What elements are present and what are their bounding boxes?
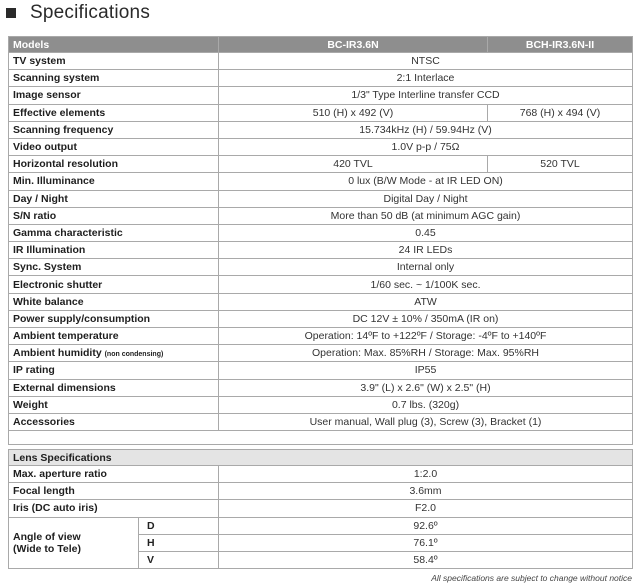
table-row (9, 293, 633, 310)
table-row (9, 483, 633, 500)
row-label-text: Ambient temperature (13, 330, 119, 343)
table-row (9, 379, 633, 396)
section-title (6, 0, 150, 26)
row-label-text: Gamma characteristic (13, 226, 123, 239)
row-label (9, 156, 219, 173)
row-label: Focal length (9, 483, 219, 500)
table-row (9, 310, 633, 327)
row-label (9, 293, 219, 310)
row-label (9, 362, 219, 379)
row-label-text: Sync. System (13, 261, 82, 274)
row-value-model-a: 420 TVL (219, 156, 488, 173)
table-row (9, 224, 633, 241)
table-row (9, 242, 633, 259)
row-label (9, 53, 219, 70)
row-label-note: (non condensing) (104, 351, 164, 359)
row-label-text: External dimensions (13, 381, 116, 394)
row-value-model-b: 768 (H) x 494 (V) (488, 104, 633, 121)
row-label (9, 310, 219, 327)
table-row (9, 466, 633, 483)
table-header-row (9, 37, 633, 53)
angle-d-value: 92.6º (219, 517, 633, 534)
row-label-text: Scanning frequency (13, 123, 114, 136)
row-value-model-a: 510 (H) x 492 (V) (219, 104, 488, 121)
row-value: 2:1 Interlace (219, 70, 633, 87)
row-label (9, 70, 219, 87)
row-value: 1/60 sec. ~ 1/100K sec. (219, 276, 633, 293)
row-label-text: IR Illumination (13, 244, 86, 257)
row-label-text: Scanning system (13, 72, 100, 85)
angle-v-value: 58.4º (219, 551, 633, 568)
table-row (9, 104, 633, 121)
table-row (9, 53, 633, 70)
row-value: 24 IR LEDs (219, 242, 633, 259)
row-label: Max. aperture ratio (9, 466, 219, 483)
angle-label-line2: (Wide to Tele) (13, 542, 81, 555)
table-row (9, 328, 633, 345)
row-label (9, 345, 219, 362)
lens-specifications-table (8, 449, 633, 569)
table-row (9, 362, 633, 379)
row-value: Digital Day / Night (219, 190, 633, 207)
row-value: NTSC (219, 53, 633, 70)
row-value: 3.6mm (219, 483, 633, 500)
row-label-text: Image sensor (13, 89, 81, 102)
row-value: Operation: 14ºF to +122ºF / Storage: -4ºF to +140ºF (219, 328, 633, 345)
row-label (9, 328, 219, 345)
row-label-text: Effective elements (13, 106, 106, 119)
angle-label-line1: Angle of view (13, 530, 81, 543)
angle-v-label: V (139, 551, 219, 568)
row-label (9, 190, 219, 207)
angle-h-label: H (139, 534, 219, 551)
row-label (9, 224, 219, 241)
table-row (9, 345, 633, 362)
row-value: 1/3" Type Interline transfer CCD (219, 87, 633, 104)
row-label (9, 242, 219, 259)
header-model-a: BC-IR3.6N (219, 37, 488, 53)
row-label-text: Min. Illuminance (13, 175, 95, 188)
table-row (9, 156, 633, 173)
table-row (9, 396, 633, 413)
lens-header: Lens Specifications (9, 450, 633, 466)
lens-header-row (9, 450, 633, 466)
row-label-text: Weight (13, 398, 48, 411)
table-row (9, 138, 633, 155)
row-label-text: Power supply/consumption (13, 312, 151, 325)
row-value: Internal only (219, 259, 633, 276)
row-label-text: TV system (13, 55, 66, 68)
page-title: Specifications (30, 2, 151, 23)
row-label (9, 173, 219, 190)
table-row (9, 259, 633, 276)
row-label-text: Electronic shutter (13, 278, 103, 291)
header-model-b: BCH-IR3.6N-II (488, 37, 633, 53)
row-label (9, 87, 219, 104)
row-label (9, 259, 219, 276)
angle-of-view-label (9, 517, 139, 569)
angle-h-value: 76.1º (219, 534, 633, 551)
row-label (9, 379, 219, 396)
row-label-text: Horizontal resolution (13, 158, 118, 171)
row-label (9, 396, 219, 413)
row-value: 0.45 (219, 224, 633, 241)
table-row (9, 121, 633, 138)
row-label (9, 276, 219, 293)
row-label-text: Day / Night (13, 192, 68, 205)
row-value: 15.734kHz (H) / 59.94Hz (V) (219, 121, 633, 138)
angle-d-label: D (139, 517, 219, 534)
table-row (9, 190, 633, 207)
row-label-text: Ambient humidity (13, 347, 102, 360)
row-label (9, 138, 219, 155)
table-row (9, 517, 633, 534)
specifications-body (9, 37, 633, 445)
row-value: User manual, Wall plug (3), Screw (3), Bracket (1) (219, 413, 633, 430)
table-row (9, 87, 633, 104)
row-value: 0 lux (B/W Mode - at IR LED ON) (219, 173, 633, 190)
table-row (9, 413, 633, 430)
row-label (9, 121, 219, 138)
bullet-square-icon (6, 8, 16, 18)
row-label-text: S/N ratio (13, 209, 57, 222)
row-value-model-b: 520 TVL (488, 156, 633, 173)
spacer-row (9, 431, 633, 445)
spacer-cell (9, 431, 633, 445)
row-label-text: Video output (13, 141, 77, 154)
table-row (9, 500, 633, 517)
row-value: Operation: Max. 85%RH / Storage: Max. 95%RH (219, 345, 633, 362)
row-value: 1:2.0 (219, 466, 633, 483)
table-row (9, 207, 633, 224)
row-label-text: White balance (13, 295, 84, 308)
row-label: Iris (DC auto iris) (9, 500, 219, 517)
footer-disclaimer: All specifications are subject to change without notice (431, 573, 632, 583)
table-row (9, 276, 633, 293)
row-label (9, 207, 219, 224)
specifications-table (8, 36, 633, 445)
row-value: IP55 (219, 362, 633, 379)
row-value: F2.0 (219, 500, 633, 517)
row-value: 3.9" (L) x 2.6" (W) x 2.5" (H) (219, 379, 633, 396)
row-label (9, 104, 219, 121)
header-models: Models (9, 37, 219, 53)
row-label (9, 413, 219, 430)
table-row (9, 173, 633, 190)
table-row (9, 70, 633, 87)
row-value: More than 50 dB (at minimum AGC gain) (219, 207, 633, 224)
row-label-text: Accessories (13, 416, 75, 429)
row-value: 1.0V p-p / 75Ω (219, 138, 633, 155)
row-value: ATW (219, 293, 633, 310)
row-value: DC 12V ± 10% / 350mA (IR on) (219, 310, 633, 327)
row-label-text: IP rating (13, 364, 55, 377)
row-value: 0.7 lbs. (320g) (219, 396, 633, 413)
